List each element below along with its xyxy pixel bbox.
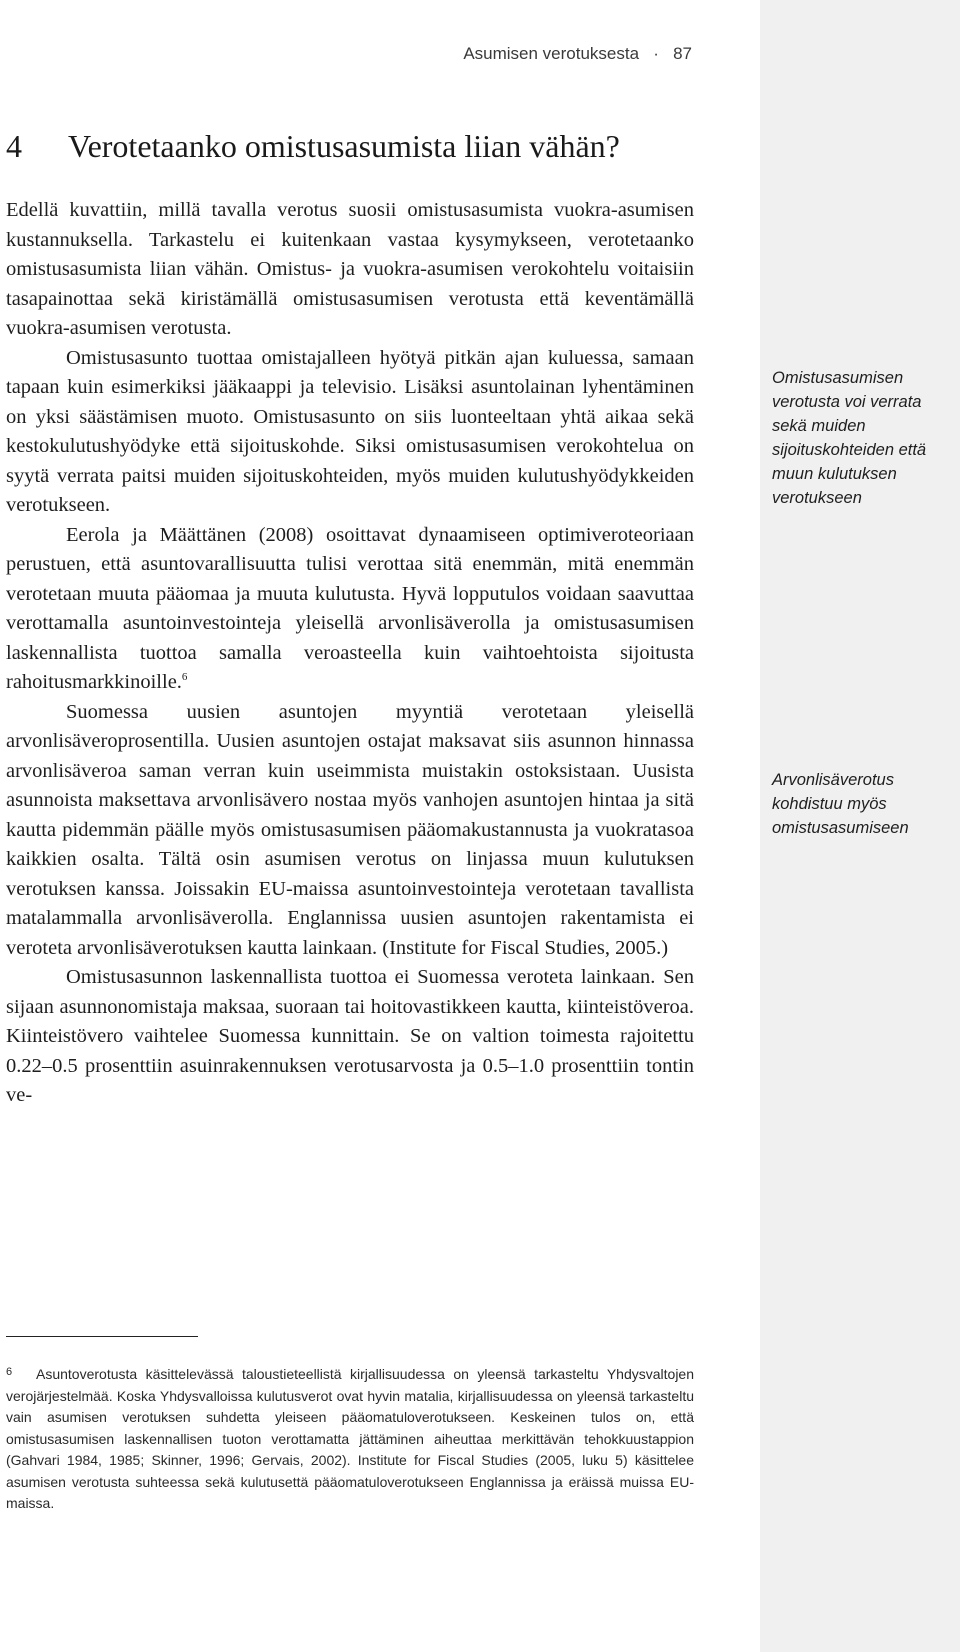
footnote-divider — [6, 1336, 198, 1337]
chapter-title — [6, 128, 620, 165]
chapter-title-text: Verotetaanko omistusasumista liian vähän? — [68, 128, 620, 164]
footnote-text: Asuntoverotusta käsittelevässä taloustieteellistä kirjallisuudessa on yleensä tarkasteltu Yhdysvaltojen verojärjestelmää. Koska Yhdysvalloissa kulutusverot ovat hyvin matalia, kirjallisuudessa on yleensä tarkasteltu vain asumisen verotuksen suhdetta yleiseen pääomatuloverotukseen. Keskeinen tulos on, että omistusasumisen laskennallisen tuoton verottamatta jättäminen aiheuttaa merkittävän tehokkuustappion (Gahvari 1984, 1985; Skinner, 1996; Gervais, 2002). Institute for Fiscal Studies (2005, luku 5) käsittelee asumisen verotusta suhteessa sekä kulutusettä pääomatuloverotukseen Englannissa ja eräissä muissa EU-maissa. — [6, 1366, 694, 1511]
footnote-reference: 6 — [181, 671, 188, 684]
paragraph: Suomessa uusien asuntojen myyntiä verotetaan yleisellä arvonlisäveroprosentilla. Uusien asuntojen ostajat maksavat siis asunnon hinnassa arvonlisäveroa saman verran kuin useimmista muistakin ostoksistaan. Uusista asunnoista maksettava arvonlisävero nostaa myös vanhojen asuntojen hintaa ja sitä kautta pidemmän päälle myös omistusasumisen pääomakustannusta ja vuokratasoa kaikkien osalta. Tältä osin asumisen verotus on linjassa muun kulutuksen verotuksen kanssa. Joissakin EU-maissa asuntoinvestointeja verotetaan tavallista matalammalla arvonlisäverolla. Englannissa uusien asuntojen rakentamista ei veroteta arvonlisäverotuksen kautta lainkaan. (Institute for Fiscal Studies, 2005.) — [6, 700, 694, 959]
running-title: Asumisen verotuksesta — [463, 44, 640, 63]
footnote-number: 6 — [6, 1366, 13, 1378]
header-separator: · — [653, 44, 659, 63]
paragraph-text: Eerola ja Määttänen (2008) osoittavat dynaamiseen optimiveroteoriaan perustuen, että asuntovarallisuutta tulisi verottaa sitä enemmän, mitä enemmän verotetaan muuta pääomaa ja muuta kulutusta. Hyvä lopputulos voidaan saavuttaa verottamalla asuntoinvestointeja yleisellä arvonlisäverolla ja omistusasumisen laskennallista tuottoa samalla veroasteella kuin vaihtoehtoista sijoitusta rahoitusmarkkinoille. — [6, 523, 694, 693]
body-text — [6, 196, 694, 1111]
paragraph: Edellä kuvattiin, millä tavalla verotus suosii omistusasumista vuokra-asumisen kustannuksella. Tarkastelu ei kuitenkaan vastaa kysymykseen, verotetaanko omistusasumista liian vähän. Omistus- ja vuokra-asumisen verokohtelu voitaisiin tasapainottaa sekä kiristämällä omistusasumisen verotusta että keventämällä vuokra-asumisen verotusta. — [6, 199, 694, 339]
paragraph: Omistusasunnon laskennallista tuottoa ei Suomessa veroteta lainkaan. Sen sijaan asunnonomistaja maksaa, suoraan tai hoitovastikkeen kautta, kiinteistöveroa. Kiinteistövero vaihtelee Suomessa kunnittain. Se on valtion toimesta rajoitettu 0.22–0.5 prosenttiin asuinrakennuksen verotusarvosta ja 0.5–1.0 prosenttiin tontin ve- — [6, 966, 694, 1106]
paragraph: Omistusasunto tuottaa omistajalleen hyötyä pitkän ajan kuluessa, samaan tapaan kuin esimerkiksi jääkaappi ja televisio. Lisäksi asuntolainan lyhentäminen on yksi säästämisen muoto. Omistusasunto on siis luonteeltaan yhtä aikaa sekä kestokulutushyödyke että sijoituskohde. Siksi omistusasumisen verokohtelua on syytä verrata paitsi muiden sijoituskohteiden, myös muiden kulutushyödykkeiden verotukseen. — [6, 346, 694, 516]
footnote — [6, 1364, 694, 1515]
footnotes — [6, 1364, 694, 1515]
page-number: 87 — [673, 44, 692, 63]
margin-note: Omistusasumisen verotusta voi verrata sekä muiden sijoituskohteiden että muun kulutuksen verotukseen — [772, 369, 927, 507]
paragraph — [6, 521, 694, 698]
running-header — [463, 44, 692, 64]
chapter-number: 4 — [6, 128, 22, 164]
margin-note: Arvonlisäverotus kohdistuu myös omistusasumiseen — [772, 771, 909, 837]
